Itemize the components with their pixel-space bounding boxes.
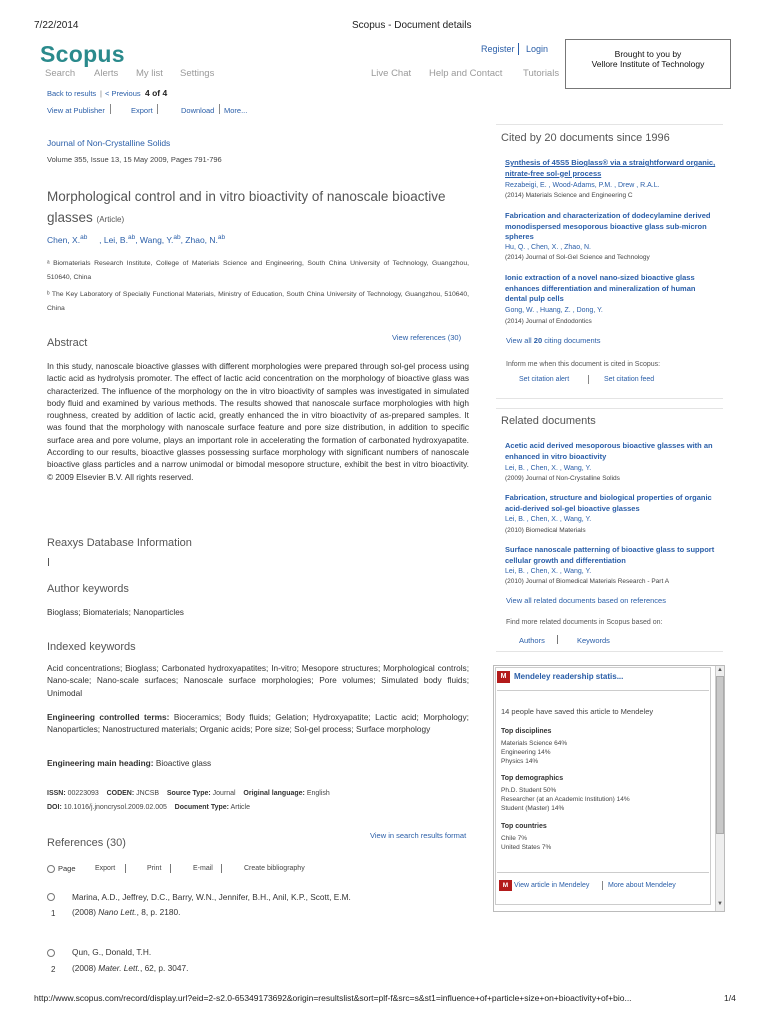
engineering-main-heading (47, 758, 211, 768)
indexed-keywords: Acid concentrations; Bioglass; Carbonated hydroxyapatites; In-vitro; Mesopore structures; Morphological controls; Nano-scale; Nano-scale surfaces; Nanoscale surface morphologies; Pore volumes; Simulated body fluids; Unimodal (47, 663, 469, 698)
source-type-value: Journal (212, 790, 236, 797)
author-link[interactable]: Zhao, N. (185, 234, 218, 245)
reference-select-radio[interactable] (47, 949, 55, 957)
references-heading: References (30) (47, 837, 126, 849)
emh-value: Bioactive glass (155, 758, 212, 768)
nav-live-chat[interactable]: Live Chat (371, 68, 412, 79)
view-at-publisher-link[interactable]: View at Publisher (47, 106, 105, 115)
reference-select-radio[interactable] (47, 893, 55, 901)
reaxys-heading: Reaxys Database Information (47, 537, 192, 549)
reference-details: , 62, p. 3047. (139, 963, 189, 973)
citing-doc-authors[interactable]: Rezabeigi, E. , Wood-Adams, P.M. , Drew , R.A.L. (505, 182, 660, 189)
citing-doc-journal: Journal of Sol-Gel Science and Technology (525, 254, 650, 261)
top-disciplines-heading: Top disciplines (501, 728, 552, 735)
metadata-row (47, 790, 330, 797)
nav-search[interactable]: Search (45, 68, 76, 79)
doi-label: DOI: (47, 804, 62, 811)
reference-authors: Qun, G., Donald, T.H. (72, 947, 152, 957)
view-all-count: 20 (533, 336, 543, 345)
print-title: Scopus - Document details (352, 20, 472, 31)
author-link[interactable]: Lei, B. (103, 234, 128, 245)
related-doc-year: (2009) (505, 475, 524, 482)
references-email-link[interactable]: E-mail (193, 865, 213, 872)
citing-doc-year: (2014) (505, 254, 524, 261)
affiliation-a: ᵃ Biomaterials Research Institute, College of Materials Science and Engineering, South China University of Technology, Guangzhou, 510640, China (47, 260, 469, 281)
nav-alerts[interactable]: Alerts (94, 68, 119, 79)
citing-doc-authors[interactable]: Gong, W. , Huang, Z. , Dong, Y. (505, 307, 603, 314)
related-doc-year: (2010) (505, 527, 524, 534)
institution-name: Vellore Institute of Technology (591, 59, 705, 69)
coden-value: JNCSB (136, 790, 160, 797)
nav-tutorials[interactable]: Tutorials (523, 68, 560, 79)
inform-text: Inform me when this document is cited in Scopus: (506, 361, 661, 368)
divider (497, 872, 709, 873)
divider (125, 864, 126, 873)
related-by-keywords-link[interactable]: Keywords (577, 636, 610, 645)
related-doc-title[interactable]: Acetic acid derived mesoporous bioactive glasses with an enhanced in vitro bioactivity (505, 441, 713, 461)
print-url: http://www.scopus.com/record/display.url?eid=2-s2.0-65349173692&origin=resultslist&sort=plf-f&src=s&st1=influence+of+particle+size+on+bioactivity+of+bio... (34, 993, 632, 1003)
related-doc-authors[interactable]: Lei, B. , Chen, X. , Wang, Y. (505, 516, 592, 523)
scrollbar-thumb[interactable] (716, 676, 724, 834)
citing-doc-title[interactable]: Fabrication and characterization of dodecylamine derived monodispersed mesoporous bioactive glass sub-micron spheres (505, 211, 711, 241)
author-affil-sup: ab (127, 234, 136, 241)
reaxys-placeholder (48, 558, 49, 566)
reference-citation (72, 907, 180, 917)
coden-label: CODEN: (106, 790, 135, 797)
source-type-label: Source Type: (166, 790, 211, 797)
more-about-mendeley-link[interactable]: More about Mendeley (608, 882, 676, 889)
affiliation-b: ᵇ The Key Laboratory of Specially Functional Materials, Ministry of Education, South China University of Technology, Guangzhou, 510640, China (47, 291, 469, 312)
reference-journal: Mater. Lett. (98, 963, 140, 973)
view-references-link[interactable]: View references (30) (392, 333, 462, 342)
related-doc-source (505, 577, 669, 587)
related-documents-heading: Related documents (501, 415, 596, 427)
related-by-authors-link[interactable]: Authors (519, 636, 545, 645)
nav-settings[interactable]: Settings (180, 68, 215, 79)
view-all-citing-link[interactable] (506, 336, 601, 345)
result-position: 4 of 4 (145, 88, 168, 98)
reference-citation (72, 963, 188, 973)
discipline-item: Engineering 14% (501, 749, 551, 756)
mendeley-title-link[interactable]: Mendeley readership statis... (514, 672, 624, 681)
abstract-heading: Abstract (47, 337, 88, 349)
register-link[interactable]: Register (481, 44, 515, 54)
discipline-item: Physics 14% (501, 758, 539, 765)
ect-label: Engineering controlled terms: (47, 712, 170, 722)
metadata-row (47, 804, 250, 811)
citing-doc-source (505, 191, 633, 201)
nav-help-contact[interactable]: Help and Contact (429, 68, 503, 79)
brought-label: Brought to you by (614, 49, 682, 59)
mendeley-logo-icon: M (497, 671, 510, 683)
language-label: Original language: (243, 790, 305, 797)
demographic-item: Researcher (at an Academic Institution) 14% (501, 796, 630, 803)
issn-value: 00223093 (67, 790, 99, 797)
set-citation-alert-link[interactable]: Set citation alert (519, 376, 570, 383)
related-doc-journal: Biomedical Materials (525, 527, 586, 534)
reference-number: 2 (51, 965, 56, 974)
divider (170, 864, 171, 873)
divider (497, 690, 709, 691)
author-affil-sup: ab (173, 234, 181, 241)
indexed-keywords-heading: Indexed keywords (47, 641, 136, 653)
top-demographics-list (501, 786, 630, 813)
discipline-item: Materials Science 64% (501, 740, 568, 747)
login-link[interactable]: Login (526, 44, 549, 54)
reference-authors: Marina, A.D., Jeffrey, D.C., Barry, W.N., Jennifer, B.H., Anil, K.P., Scott, E.M. (72, 892, 351, 902)
nav-my-list[interactable]: My list (136, 68, 163, 79)
scroll-up-arrow-icon[interactable]: ▲ (717, 667, 723, 673)
back-to-results-link[interactable]: Back to results (47, 89, 97, 98)
author-link[interactable]: Wang, Y. (139, 234, 174, 245)
demographic-item: Ph.D. Student 50% (501, 787, 557, 794)
author-list: Chen, X.$^{ab}$ , Lei, B.$^{ab}$, Wang, Y.$^{ab}$, Zhao, N.$^{ab}$ (47, 234, 226, 245)
doc-type-value: Article (230, 804, 250, 811)
institution-box (565, 39, 731, 89)
author-affil-sup: ab (80, 234, 88, 241)
reference-year: (2008) (72, 963, 96, 973)
related-doc-title[interactable]: Surface nanoscale patterning of bioactive glass to support cellular growth and differentiation (505, 545, 715, 565)
export-link[interactable]: Export (131, 106, 153, 115)
scroll-down-arrow-icon[interactable]: ▼ (717, 901, 723, 907)
divider (518, 43, 519, 55)
top-countries-heading: Top countries (501, 823, 547, 830)
divider (110, 104, 111, 114)
top-countries-list (501, 834, 551, 852)
references-print-link[interactable]: Print (147, 865, 162, 872)
divider (588, 375, 589, 384)
citing-doc-journal: Journal of Endodontics (525, 318, 592, 325)
citing-doc-authors[interactable]: Hu, Q. , Chen, X. , Zhao, N. (505, 244, 591, 251)
related-doc-source (505, 474, 620, 484)
reference-journal: Nano Lett. (98, 907, 137, 917)
volume-info: Volume 355, Issue 13, 15 May 2009, Pages 791-796 (47, 155, 222, 164)
issn-label: ISSN: (47, 790, 66, 797)
mendeley-saved-count: 14 people have saved this article to Mendeley (501, 707, 654, 716)
divider (602, 881, 603, 890)
view-all-suffix: citing documents (542, 336, 601, 345)
language-value: English (306, 790, 330, 797)
top-disciplines-list (501, 739, 567, 766)
print-page-number: 1/4 (724, 993, 736, 1003)
related-doc-source (505, 526, 586, 536)
citing-doc-source (505, 317, 592, 327)
more-link[interactable]: More... (224, 106, 248, 115)
document-title-text: Morphological control and in vitro bioactivity of nanoscale bioactive glasses (47, 189, 446, 225)
divider (221, 864, 222, 873)
emh-label: Engineering main heading: (47, 758, 154, 768)
view-all-prefix: View all (506, 336, 534, 345)
divider (557, 635, 558, 644)
engineering-controlled-terms (47, 711, 469, 736)
page-radio[interactable] (47, 865, 55, 873)
previous-link[interactable]: < Previous (105, 89, 141, 98)
reference-details: , 8, p. 2180. (136, 907, 181, 917)
ect-value: Bioceramics; Body fluids; Gelation; Hydroxyapatite; Lactic acid; Morphology; Nanoparticles; Nanostructured materials; Organic acids; Pore size; Sol-gel process; Surface morphology (47, 712, 469, 735)
view-in-mendeley-link[interactable]: View article in Mendeley (514, 882, 590, 889)
author-keywords: Bioglass; Biomaterials; Nanoparticles (47, 607, 184, 617)
doi-value: 10.1016/j.jnoncrysol.2009.02.005 (63, 804, 167, 811)
citing-doc-journal: Materials Science and Engineering C (525, 192, 633, 199)
divider: | (100, 89, 102, 98)
related-doc-authors[interactable]: Lei, B. , Chen, X. , Wang, Y. (505, 465, 592, 472)
print-date: 7/22/2014 (34, 20, 79, 31)
reference-number: 1 (51, 909, 56, 918)
demographic-item: Student (Master) 14% (501, 805, 565, 812)
references-export-link[interactable]: Export (95, 865, 116, 872)
related-doc-journal: Journal of Biomedical Materials Research - Part A (525, 578, 670, 585)
citing-doc-year: (2014) (505, 318, 524, 325)
related-doc-journal: Journal of Non-Crystalline Solids (525, 475, 620, 482)
set-citation-feed-link[interactable]: Set citation feed (604, 376, 655, 383)
related-doc-title[interactable]: Fabrication, structure and biological properties of organic acid-derived sol-gel bioactive glasses (505, 493, 712, 513)
scopus-logo[interactable]: Scopus (40, 41, 125, 67)
citing-doc-year: (2014) (505, 192, 524, 199)
doc-type-label: Document Type: (174, 804, 229, 811)
document-title (47, 186, 467, 230)
find-more-text: Find more related documents in Scopus based on: (506, 619, 663, 626)
mendeley-logo-icon: M (499, 880, 512, 891)
create-bibliography-link[interactable]: Create bibliography (244, 865, 305, 872)
abstract-text: In this study, nanoscale bioactive glasses with different morphologies were prepared through sol-gel process using lactic acid as hydrolysis promoter. The effect of lactic acid concentration on the morphology of bioactive glass was characterized. The influence of the morphology on the in vitro bioactivity of samples was investigated in simulated body fluid and examined by various methods. The results showed that nanoscale surface morphologies with high roughness, created by addition of lactic acid, greatly enhanced the in vitro bioactivity of as-prepared samples. It was found that the morphology with nanoscale surface feature and pore size distribution, in addition to specific surface area and pore volume, plays an important role in accelerating the formation of carbonated hydroxyapatite. According to our results, bioactive glasses possessing surface morphology with significant numbers of nanoscale bioactive glass particles and a narrow unimodal or bimodal mesopore structure, exhibit the best in vitro bioactivity. © 2009 Elsevier B.V. All rights reserved. (47, 361, 469, 482)
related-doc-authors[interactable]: Lei, B. , Chen, X. , Wang, Y. (505, 568, 592, 575)
country-item: United States 7% (501, 844, 552, 851)
related-doc-year: (2010) (505, 578, 524, 585)
citing-doc-title[interactable]: Synthesis of 45S5 Bioglass® via a straightforward organic, nitrate-free sol-gel process (505, 158, 716, 178)
view-all-related-link[interactable]: View all related documents based on references (506, 596, 666, 605)
journal-link[interactable]: Journal of Non-Crystalline Solids (47, 138, 171, 148)
citing-doc-source (505, 253, 650, 263)
author-link[interactable]: Chen, X. (47, 234, 81, 245)
author-affil-sup: ab (217, 234, 226, 241)
page-label: Page (58, 864, 76, 873)
article-type: (Article) (96, 215, 125, 224)
top-demographics-heading: Top demographics (501, 775, 564, 782)
country-item: Chile 7% (501, 835, 528, 842)
divider (157, 104, 158, 114)
author-keywords-heading: Author keywords (47, 583, 129, 595)
reference-year: (2008) (72, 907, 96, 917)
view-search-format-link[interactable]: View in search results format (370, 831, 467, 840)
divider (219, 104, 220, 114)
citing-doc-title[interactable]: Ionic extraction of a novel nano-sized bioactive glass enhances differentiation and mineralization of human dental pulp cells (505, 273, 696, 303)
cited-by-heading: Cited by 20 documents since 1996 (501, 132, 670, 144)
download-link[interactable]: Download (181, 106, 215, 115)
